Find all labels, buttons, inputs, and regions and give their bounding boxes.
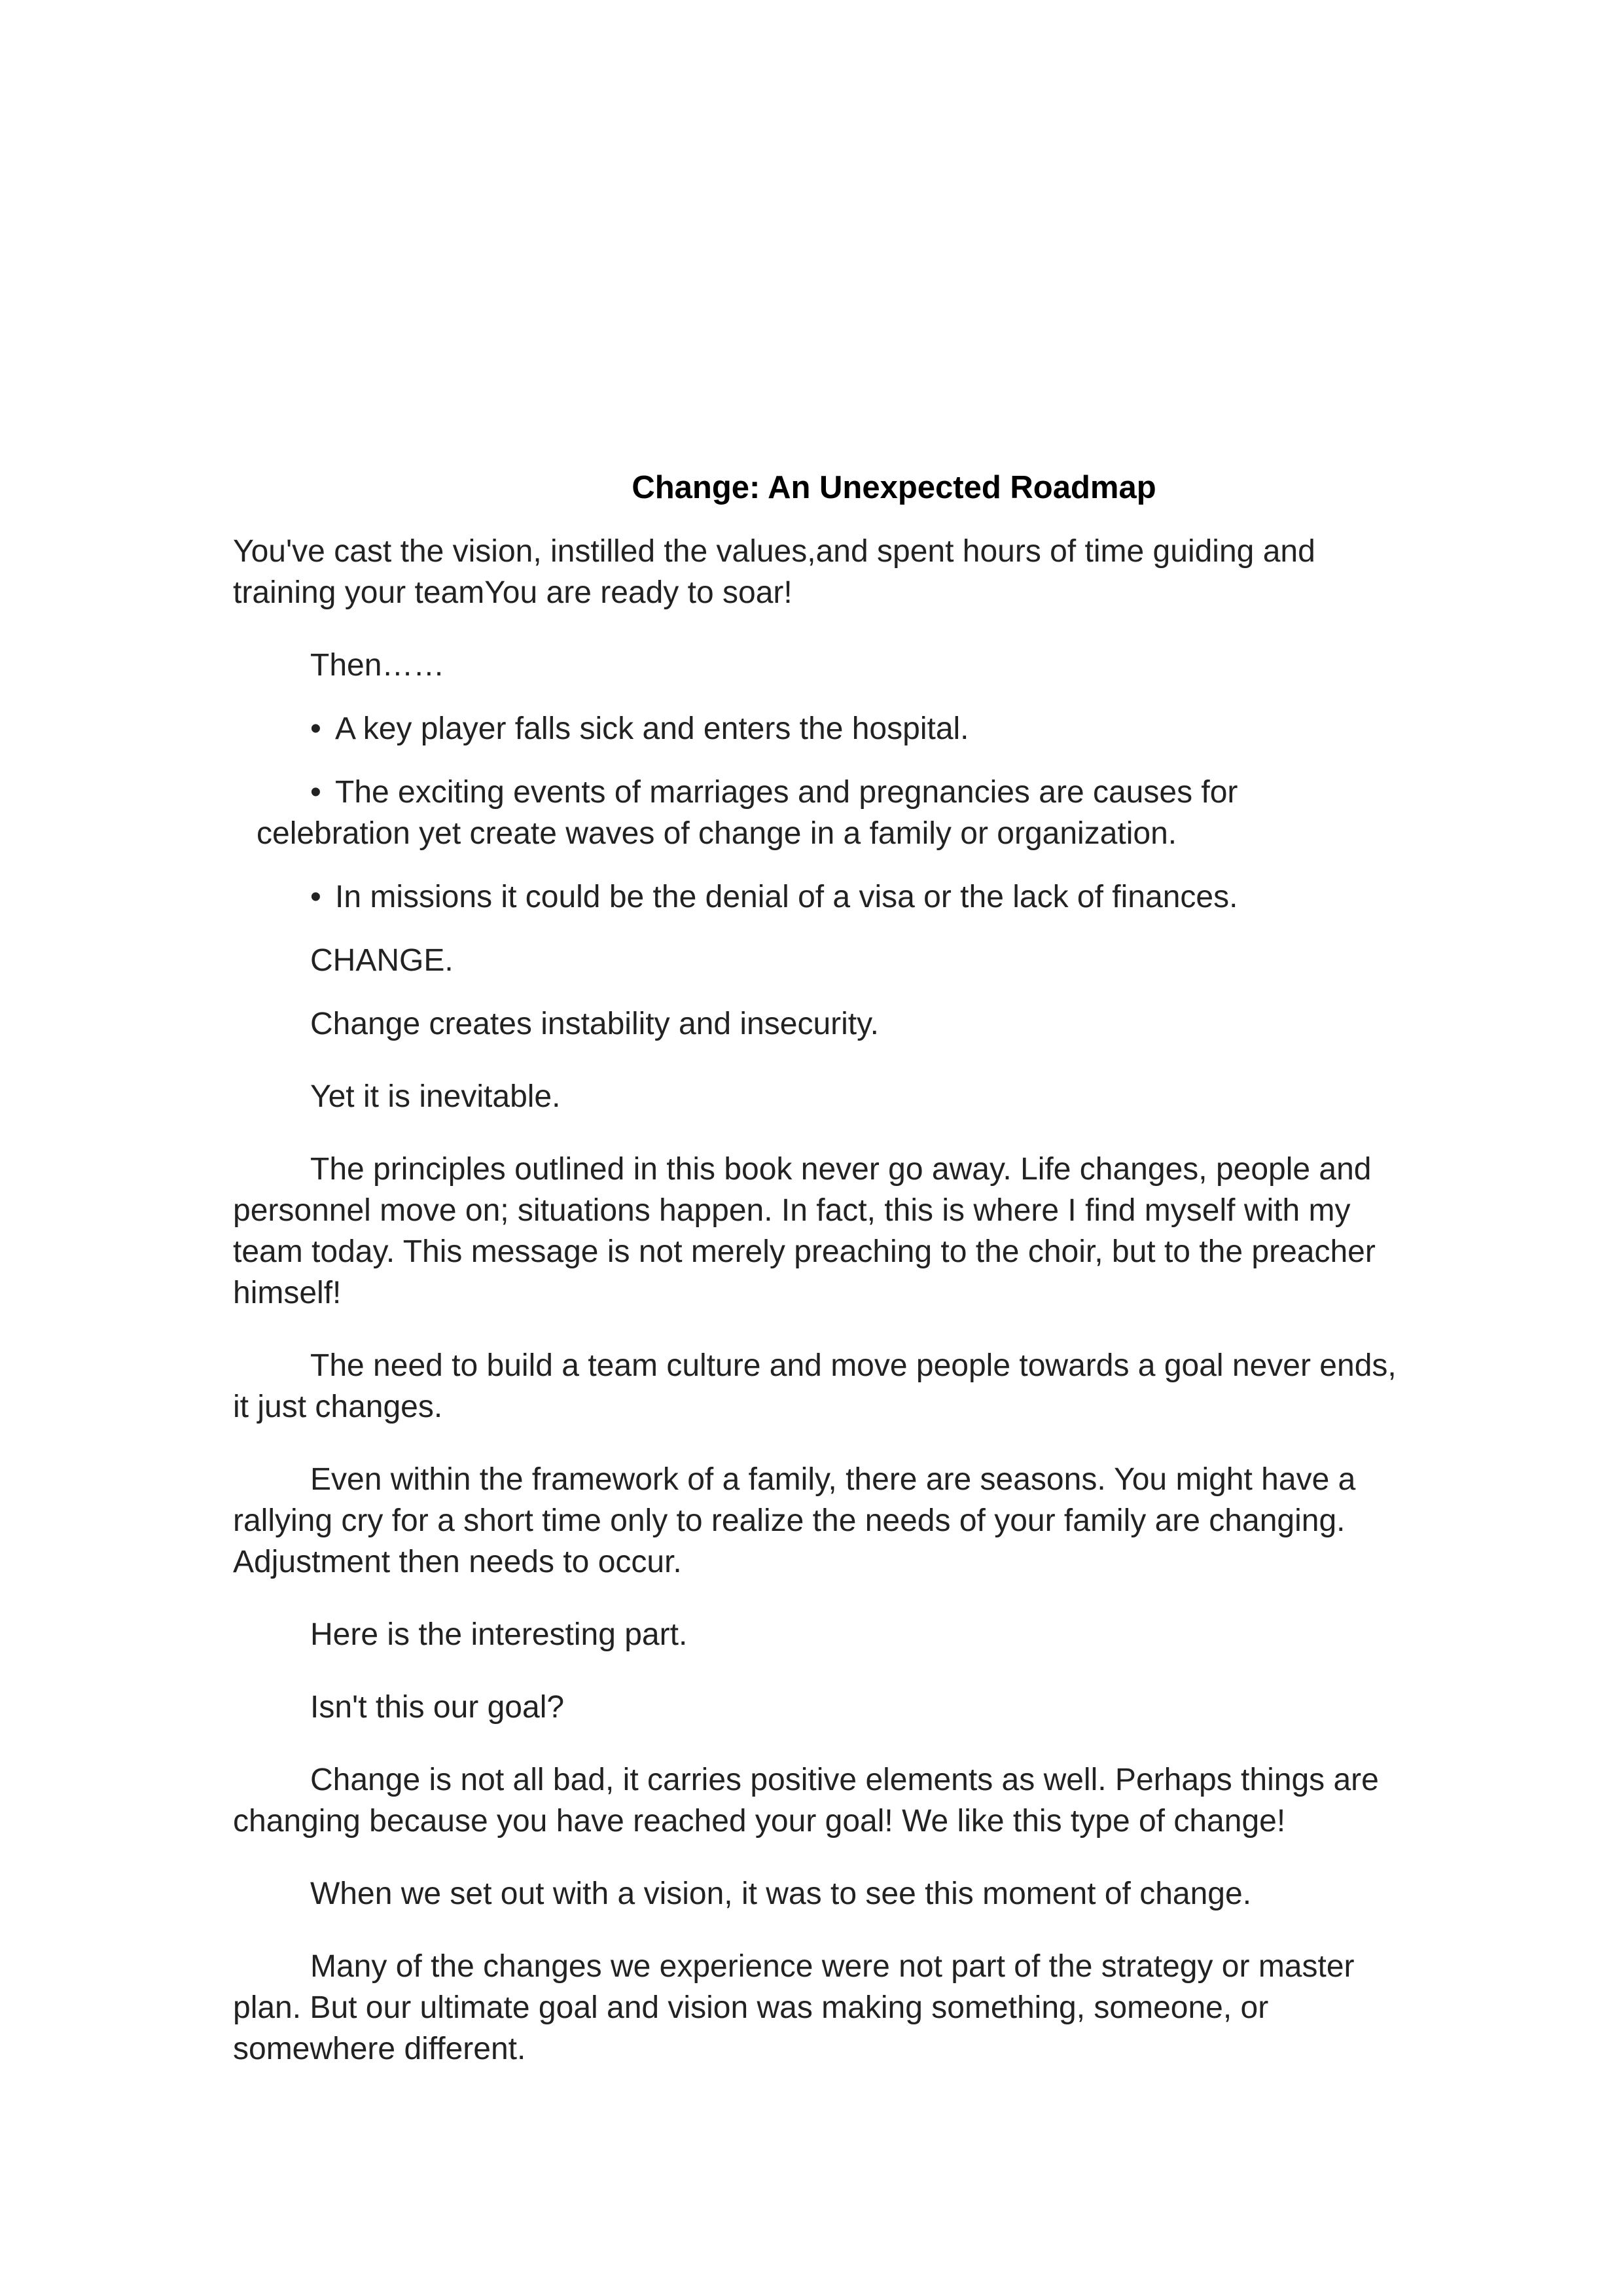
body-paragraph: CHANGE. xyxy=(310,943,454,978)
list-item xyxy=(233,708,1398,749)
body-paragraph: Isn't this our goal? xyxy=(310,1690,565,1725)
body-paragraph: Change creates instability and insecurity. xyxy=(310,1007,879,1041)
list-item-text: A key player falls sick and enters the hospital. xyxy=(335,711,969,746)
body-paragraph: Yet it is inevitable. xyxy=(310,1079,561,1114)
body-paragraph: The need to build a team culture and move people towards a goal never ends, it just changes. xyxy=(233,1348,1397,1424)
body-paragraph: Even within the framework of a family, there are seasons. You might have a rallying cry for a short time only to realize the needs of your family are changing. Adjustment then needs to occur. xyxy=(233,1462,1356,1579)
intro-paragraph: You've cast the vision, instilled the values,and spent hours of time guiding and training your teamYou are ready to soar! xyxy=(233,534,1315,610)
body-paragraph: Many of the changes we experience were not part of the strategy or master plan. But our ultimate goal and vision was making something, someone, or somewhere different. xyxy=(233,1949,1355,2066)
body-paragraph: Here is the interesting part. xyxy=(310,1617,688,1652)
list-item xyxy=(233,876,1398,918)
then-paragraph: Then…… xyxy=(310,648,445,683)
body-paragraph: Change is not all bad, it carries positive elements as well. Perhaps things are changing because you have reached your goal! We like this type of change! xyxy=(233,1763,1379,1839)
bullet-icon: • xyxy=(310,880,321,914)
page-title: Change: An Unexpected Roadmap xyxy=(632,470,1156,505)
bullet-icon: • xyxy=(310,775,321,810)
list-item xyxy=(233,772,1398,854)
list-item-text: The exciting events of marriages and pregnancies are causes for celebration yet create waves of change in a family or organization. xyxy=(257,775,1238,851)
body-paragraph: When we set out with a vision, it was to see this moment of change. xyxy=(310,1876,1252,1911)
body-paragraph: The principles outlined in this book never go away. Life changes, people and personnel move on; situations happen. In fact, this is where I find myself with my team today. This message is not merely preaching to the choir, but to the preacher himself! xyxy=(233,1152,1376,1310)
list-item-text: In missions it could be the denial of a visa or the lack of finances. xyxy=(335,880,1238,914)
document-body xyxy=(233,468,1398,2101)
bullet-icon: • xyxy=(310,711,321,746)
